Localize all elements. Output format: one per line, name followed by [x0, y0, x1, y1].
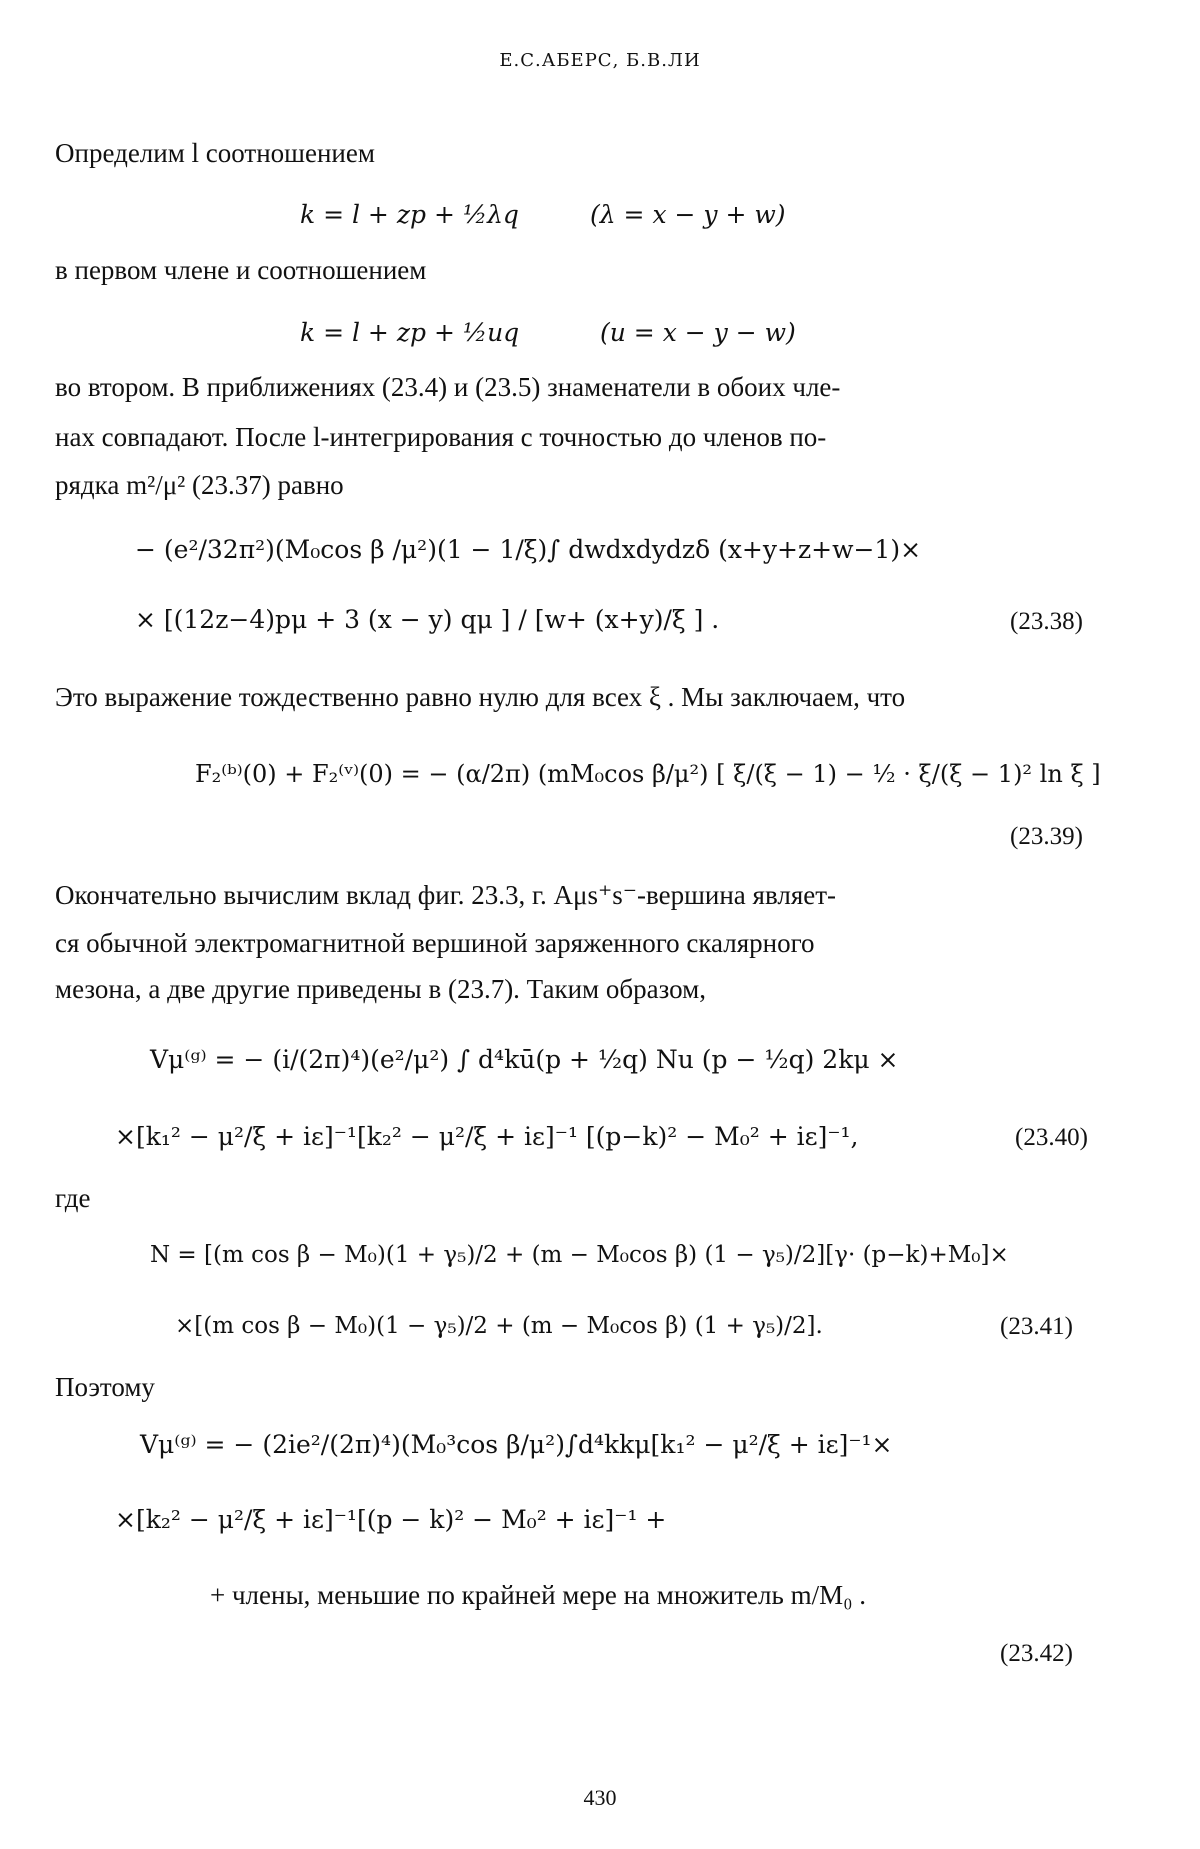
paragraph-final-contribution-line1: Окончательно вычислим вклад фиг. 23.3, г. Aμs⁺s⁻-вершина являет- [55, 880, 837, 910]
equation-23-42-line1: Vμ⁽ᵍ⁾ = − (2ie²/(2π)⁴)(M₀³cos β/μ²)∫d⁴kkμ[k₁² − μ²/ξ + iε]⁻¹× [140, 1430, 893, 1459]
paragraph-define-l: Определим l соотношением [55, 138, 375, 168]
paragraph-therefore: Поэтому [55, 1372, 155, 1402]
equation-23-42-line3: + члены, меньшие по крайней мере на множитель m/M₀ . [210, 1580, 866, 1610]
running-header: Е.С.АБЕРС, Б.В.ЛИ [499, 50, 701, 71]
equation-number-23-40: (23.40) [1015, 1124, 1088, 1151]
equation-k-second-term: k = l + zp + ½uq [300, 318, 520, 347]
equation-number-23-42: (23.42) [1000, 1640, 1073, 1667]
equation-23-40-line2: ×[k₁² − μ²/ξ + iε]⁻¹[k₂² − μ²/ξ + iε]⁻¹ [(p−k)² − M₀² + iε]⁻¹, [115, 1122, 859, 1151]
paragraph-where: где [55, 1183, 91, 1213]
equation-23-42-line2: ×[k₂² − μ²/ξ + iε]⁻¹[(p − k)² − M₀² + iε]⁻¹ + [115, 1505, 667, 1534]
paragraph-approximations-line3: рядка m²/μ² (23.37) равно [55, 470, 344, 500]
equation-23-38-line1: − (e²/32π²)(M₀cos β /μ²)(1 − 1/ξ)∫ dwdxdydzδ (x+y+z+w−1)× [135, 535, 922, 564]
paragraph-approximations-line1: во втором. В приближениях (23.4) и (23.5) знаменатели в обоих чле- [55, 372, 841, 402]
equation-23-39: F₂⁽ᵇ⁾(0) + F₂⁽ᵛ⁾(0) = − (α/2π) (mM₀cos β/μ²) [ ξ/(ξ − 1) − ½ · ξ/(ξ − 1)² ln ξ ] [195, 760, 1101, 788]
equation-number-23-41: (23.41) [1000, 1313, 1073, 1340]
paragraph-final-contribution-line3: мезона, а две другие приведены в (23.7). Таким образом, [55, 974, 706, 1004]
paragraph-approximations-line2: нах совпадают. После l-интегрирования с точностью до членов по- [55, 422, 827, 452]
equation-u-definition: (u = x − y − w) [600, 318, 796, 347]
page-number: 430 [583, 1785, 617, 1810]
paragraph-first-term: в первом члене и соотношением [55, 255, 427, 285]
paragraph-identically-zero: Это выражение тождественно равно нулю для всех ξ . Мы заключаем, что [55, 682, 906, 712]
equation-number-23-39: (23.39) [1010, 823, 1083, 850]
equation-k-first-term: k = l + zp + ½λq [300, 200, 519, 229]
equation-23-38-line2: × [(12z−4)pμ + 3 (x − y) qμ ] / [w+ (x+y)/ξ ] . [135, 605, 720, 634]
equation-23-41-line2: ×[(m cos β − M₀)(1 − γ₅)/2 + (m − M₀cos β) (1 + γ₅)/2]. [175, 1313, 823, 1339]
equation-23-40-line1: Vμ⁽ᵍ⁾ = − (i/(2π)⁴)(e²/μ²) ∫ d⁴kū(p + ½q) Nu (p − ½q) 2kμ × [150, 1045, 899, 1074]
equation-23-41-line1: N = [(m cos β − M₀)(1 + γ₅)/2 + (m − M₀cos β) (1 − γ₅)/2][γ· (p−k)+M₀]× [150, 1242, 1009, 1268]
equation-number-23-38: (23.38) [1010, 608, 1083, 635]
paragraph-final-contribution-line2: ся обычной электромагнитной вершиной заряженного скалярного [55, 928, 815, 958]
equation-lambda-definition: (λ = x − y + w) [590, 200, 786, 229]
